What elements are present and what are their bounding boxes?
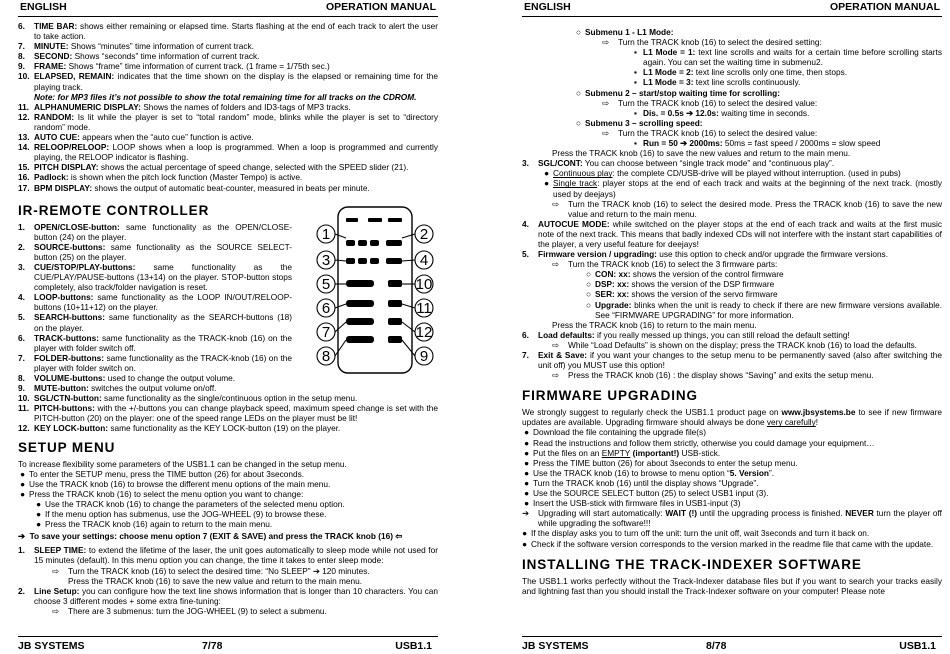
header-language: ENGLISH xyxy=(20,1,67,13)
header-language: ENGLISH xyxy=(524,1,571,13)
firmware-step: ● Turn the TRACK knob (16) until the display shows “Upgrade”. xyxy=(524,477,759,488)
display-items-list xyxy=(18,21,438,92)
page-body xyxy=(522,27,942,596)
bullet-item: ● Use the TRACK knob (16) to browse the different menu options of the main menu. xyxy=(20,478,331,489)
ir-remote-items-wide xyxy=(18,393,438,433)
sgl-bullet-continuous: ● Continuous play: the complete CD/USB-drive will be played without interruption. (used in pubs) xyxy=(544,168,901,179)
firmware-steps-2 xyxy=(522,528,942,548)
bullet-item: ● Check if the software version corresponds to the version marked in the readme file that came with the update. xyxy=(522,538,934,549)
list-item: 10. SGL/CTN-button: same functionality as the single/continuous option in the setup menu. xyxy=(18,393,358,404)
list-item: 12. RANDOM: Is lit while the player is set to “total random” mode, blinks while the player is set to “directory random” mode. xyxy=(18,111,438,132)
sgl-bullet-single: ● Single track: player stops at the end of each track and waits at the beginning of the next track. (mostly used by deejays) xyxy=(544,178,942,199)
remote-label-7: 7 xyxy=(321,324,331,341)
section-title-setup-menu: SETUP MENU xyxy=(18,439,116,455)
remote-label-1: 1 xyxy=(321,226,331,243)
bullet-item: ● Press the TRACK knob (16) again to return to the main menu. xyxy=(36,519,273,530)
sleep-press: Press the TRACK knob (16) to save the new value and return to the main menu. xyxy=(68,575,363,586)
bullet-item: ● If the display asks you to turn off the unit: turn the unit off, wait 3seconds and turn it back on. xyxy=(522,528,870,539)
list-item: 2. SOURCE-buttons: same functionality as the SOURCE SELECT-button (25) on the player. xyxy=(18,241,292,262)
display-items-list-2 xyxy=(18,102,438,193)
firmware-part-item: ○ DSP: xx: shows the version of the DSP firmware xyxy=(586,279,775,290)
track-indexer-text: The USB1.1 works perfectly without the Track-Indexer database files but if you want to search your tracks easily and lightning fast than you should install the Track-Indexer software on your computer! Please note xyxy=(522,575,942,596)
page-header xyxy=(522,1,942,17)
remote-label-9: 9 xyxy=(419,348,429,365)
sgl-cont-item: 3. SGL/CONT: You can choose between “single track mode” and “continuous play”. xyxy=(522,158,835,169)
exit-arrow: ⇨ Press the TRACK knob (16) : the display shows “Saving” and exits the setup menu. xyxy=(552,370,874,381)
sgl-arrow: ⇨ Turn the TRACK knob (16) to select the desired mode. Press the TRACK knob (16) to save the new value and return to the main menu. xyxy=(552,198,942,219)
list-item: 8. VOLUME-buttons: used to change the output volume. xyxy=(18,373,236,383)
autocue-item: 4. AUTOCUE MODE: while switched on the player stops at the end of each track and waits at the first music note of the next track. This means that badly indexed CDs will not interfere with the instant start capabilities of the player, a very useful feature for deejays! xyxy=(522,218,942,249)
header-title: OPERATION MANUAL xyxy=(829,1,940,13)
hollow-arrow-icon: ⇨ xyxy=(52,565,59,576)
hollow-arrow-icon: ⇨ xyxy=(52,605,59,616)
footer-page-number: 8/78 xyxy=(706,640,727,652)
list-item: 6. TIME BAR: shows either remaining or elapsed time. Starts flashing at the end of each track to alert the user to take action. xyxy=(18,21,438,42)
firmware-intro: We strongly suggest to regularly check the USB1.1 product page on www.jbsystems.be to see if new firmware updates are available. Upgrading firmware should always be done very carefully! xyxy=(522,407,942,428)
remote-label-6: 6 xyxy=(321,300,331,317)
bullet-item: ● Press the TRACK knob (16) to select the menu option you want to change: xyxy=(20,488,304,499)
firmware-part-item: ○ Upgrade: blinks when the unit is ready to check if there are new firmware versions available. See “FIRMWARE UPGRADING” for more information. xyxy=(586,299,942,320)
list-item: 15. PITCH DISPLAY: shows the actual percentage of speed change, selected with the SPEED slider (21). xyxy=(18,162,409,173)
ir-remote-diagram xyxy=(308,204,442,374)
firmware-step: ● Press the TIME button (26) for about 3seconds to enter the setup menu. xyxy=(524,457,798,468)
arrow-icon: ➔ xyxy=(312,565,320,576)
firmware-part-item: ○ CON: xx: shows the version of the control firmware xyxy=(586,269,784,280)
firmware-step: ● Put the files on an EMPTY (important!) USB-stick. xyxy=(524,447,721,458)
load-arrow: ⇨ While “Load Defaults” is shown on the display; press the TRACK knob (16) to load the defaults. xyxy=(552,339,917,350)
option-item: ▪ L1 Mode = 3: text line scrolls continuously. xyxy=(634,77,801,88)
section-title-ir-remote: IR-REMOTE CONTROLLER xyxy=(18,202,210,218)
remote-label-5: 5 xyxy=(321,276,331,293)
list-item: 3. CUE/STOP/PLAY-buttons: same functionality as the CUE/PLAY/PAUSE-buttons (13+14) on the player. STOP-button stops completely, also track/folder navigation is reset. xyxy=(18,261,292,293)
sleep-time-item: 1. SLEEP TIME: to extend the lifetime of the laser, the unit goes automatically to sleep mode while not used for 15 minutes (default). In this menu option you can change, the time it takes to enter sleep mode: xyxy=(18,545,438,566)
submenu-1-options xyxy=(522,47,942,87)
arrow-right-icon: ➔ xyxy=(18,531,30,542)
page-footer xyxy=(18,636,438,654)
press-save: Press the TRACK knob (16) to save the new values and return to the main menu. xyxy=(552,148,851,159)
submenu-3-arrow: ⇨ Turn the TRACK knob (16) to select the desired value: xyxy=(602,127,818,138)
list-item: 8. SECOND: Shows “seconds” time information of current track. xyxy=(18,51,260,62)
submenu-1-title: ○ Submenu 1 - L1 Mode: xyxy=(576,27,674,37)
list-item: 1. OPEN/CLOSE-button: same functionality as the OPEN/CLOSE-button (24) on the player. xyxy=(18,221,292,242)
remote-label-12: 12 xyxy=(415,324,433,341)
remote-label-10: 10 xyxy=(415,276,433,293)
exit-save-item: 7. Exit & Save: if you want your changes to the setup menu to be permanently saved (also after switching the unit off) you MUST use this option! xyxy=(522,350,942,371)
remote-label-3: 3 xyxy=(321,252,331,269)
firmware-step: ● Download the file containing the upgrade file(s) xyxy=(524,427,706,438)
bullet-item: ● Use the TRACK knob (16) to change the parameters of the selected menu option. xyxy=(36,498,345,509)
list-item: 6. TRACK-buttons: same functionality as the TRACK-knob (16) on the player with folder switch off. xyxy=(18,332,292,353)
submenu-3-option: ▪ Run = 50 ➔ 2000ms: 50ms = fast speed / 2000ms = slow speed xyxy=(634,138,881,149)
setup-sub-bullets xyxy=(18,499,438,529)
footer-brand: JB SYSTEMS xyxy=(522,640,589,652)
sleep-arrow: ⇨ Turn the TRACK knob (16) to select the desired time: “No SLEEP” ➔ 120 minutes. xyxy=(52,565,370,576)
page-footer xyxy=(522,636,942,654)
firmware-part-item: ○ SER: xx: shows the version of the servo firmware xyxy=(586,289,778,300)
option-item: ▪ L1 Mode = 1: text line scrolls and waits for a certain time before scrolling starts again. You can set the waiting time in submenu2. xyxy=(634,47,942,68)
bullet-item: ● To enter the SETUP menu, press the TIME button (26) for about 3seconds. xyxy=(20,468,305,479)
firmware-parts xyxy=(522,269,942,319)
ir-remote-items xyxy=(18,222,292,394)
page-header xyxy=(18,1,438,17)
line-arrow: ⇨ There are 3 submenus: turn the JOG-WHEEL (9) to select a submenu. xyxy=(52,605,327,616)
remote-label-4: 4 xyxy=(419,252,429,269)
arrow-left-icon: ⇦ xyxy=(395,531,403,542)
remote-label-11: 11 xyxy=(416,300,432,317)
section-title-firmware-upgrading: FIRMWARE UPGRADING xyxy=(522,388,698,404)
setup-intro: To increase flexibility some parameters of the USB1.1 can be changed in the setup menu. xyxy=(18,458,347,469)
firmware-arrow: ⇨ Turn the TRACK knob (16) to select the 3 firmware parts: xyxy=(552,259,778,270)
submenu-3-title: ○ Submenu 3 – scrolling speed: xyxy=(576,117,703,128)
firmware-step: ● Use the TRACK knob (16) to browse to menu option “5. Version”. xyxy=(524,467,775,478)
header-title: OPERATION MANUAL xyxy=(325,1,436,13)
page-8 xyxy=(522,0,942,654)
firmware-press: Press the TRACK knob (16) to return to the main menu. xyxy=(552,319,757,330)
firmware-step: ● Insert the USB-stick with firmware files in USB1-input (3) xyxy=(524,498,741,509)
bullet-item: ● If the menu option has submenus, use the JOG-WHEEL (9) to browse these. xyxy=(36,509,327,520)
firmware-steps xyxy=(522,427,942,508)
footer-page-number: 7/78 xyxy=(202,640,223,652)
list-item: 11. ALPHANUMERIC DISPLAY: Shows the names of folders and ID3-tags of MP3 tracks. xyxy=(18,101,351,112)
list-item: 12. KEY LOCK-button: same functionality as the KEY LOCK-button (19) on the player. xyxy=(18,423,341,434)
footer-brand: JB SYSTEMS xyxy=(18,640,85,652)
submenu-1-arrow: ⇨ Turn the TRACK knob (16) to select the desired setting: xyxy=(602,37,822,48)
firmware-item: 5. Firmware version / upgrading: use this option to check and/or upgrade the firmware versions. xyxy=(522,249,889,260)
setup-bullets xyxy=(18,469,438,499)
page-7 xyxy=(18,0,438,654)
firmware-step: ● Read the instructions and follow them strictly, otherwise you could damage your equipment… xyxy=(524,437,875,448)
remote-label-2: 2 xyxy=(419,226,429,243)
list-item: 5. SEARCH-buttons: same functionality as the SEARCH-buttons (18) on the player. xyxy=(18,312,292,333)
footer-model: USB1.1 xyxy=(899,640,936,652)
list-item: 13. AUTO CUE: appears when the “auto cue” function is active. xyxy=(18,132,254,143)
save-instruction: ➔ To save your settings: choose menu option 7 (EXIT & SAVE) and press the TRACK knob (16) ⇦ xyxy=(18,531,403,542)
option-item: ▪ L1 Mode = 2: text line scrolls only one time, then stops. xyxy=(634,67,848,78)
section-title-track-indexer: INSTALLING THE TRACK-INDEXER SOFTWARE xyxy=(522,556,862,572)
list-item: 10. ELAPSED, REMAIN: indicates that the time shown on the display is the elapsed or remaining time for the playing track. xyxy=(18,71,438,92)
firmware-step: ● Use the SOURCE SELECT button (25) to select USB1 input (3). xyxy=(524,488,769,499)
line-setup-item: 2. Line Setup: you can configure how the text line shows information that is longer than 10 characters. You can choose 3 different modes + some extra fine-tuning: xyxy=(18,585,439,606)
list-item: 16. Padlock: is shown when the pitch lock function (Master Tempo) is active. xyxy=(18,172,303,183)
note-mp3: Note: for MP3 files it’s not possible to show the total remaining time for all tracks on the CDROM. xyxy=(34,91,417,102)
remote-label-8: 8 xyxy=(321,348,331,365)
list-item: 9. MUTE-button: switches the output volume on/off. xyxy=(18,383,217,394)
list-item: 7. MINUTE: Shows “minutes” time information of current track. xyxy=(18,41,254,52)
submenu-2-title: ○ Submenu 2 – start/stop waiting time for scrolling: xyxy=(576,87,781,98)
list-item: 17. BPM DISPLAY: shows the output of automatic beat-counter, measured in beats per minute. xyxy=(18,182,370,193)
list-item: 9. FRAME: Shows “frame” time information of current track. (1 frame = 1/75th sec.) xyxy=(18,61,330,72)
list-item: 11. PITCH-buttons: with the +/-buttons you can change playback speed, maximum speed change is set with the PITCH-button (20) on the player: one of the speed range LEDs on the player must be lit! xyxy=(18,403,438,424)
footer-model: USB1.1 xyxy=(395,640,432,652)
list-item: 7. FOLDER-buttons: same functionality as the TRACK-knob (16) on the player with folder switch on. xyxy=(18,352,292,373)
list-item: 14. RELOOP/RELOOP: LOOP shows when a loop is programmed. When a loop is programmed and currently playing, the RELOOP indicator is flashing. xyxy=(18,142,438,163)
firmware-wait-arrow: ➔ Upgrading will start automatically: WAIT (!) until the upgrading process is finished. NEVER turn the player off while upgrading the software!!! xyxy=(522,508,942,529)
load-defaults-item: 6. Load defaults: if you really messed up things, you can still reload the default setting! xyxy=(522,329,850,340)
submenu-2-option: ▪ Dis. = 0.5s ➔ 12.0s: waiting time in seconds. xyxy=(634,107,810,118)
list-item: 4. LOOP-buttons: same functionality as the LOOP IN/OUT/RELOOP-buttons (10+11+12) on the player. xyxy=(18,292,292,313)
submenu-2-arrow: ⇨ Turn the TRACK knob (16) to select the desired value: xyxy=(602,97,818,108)
